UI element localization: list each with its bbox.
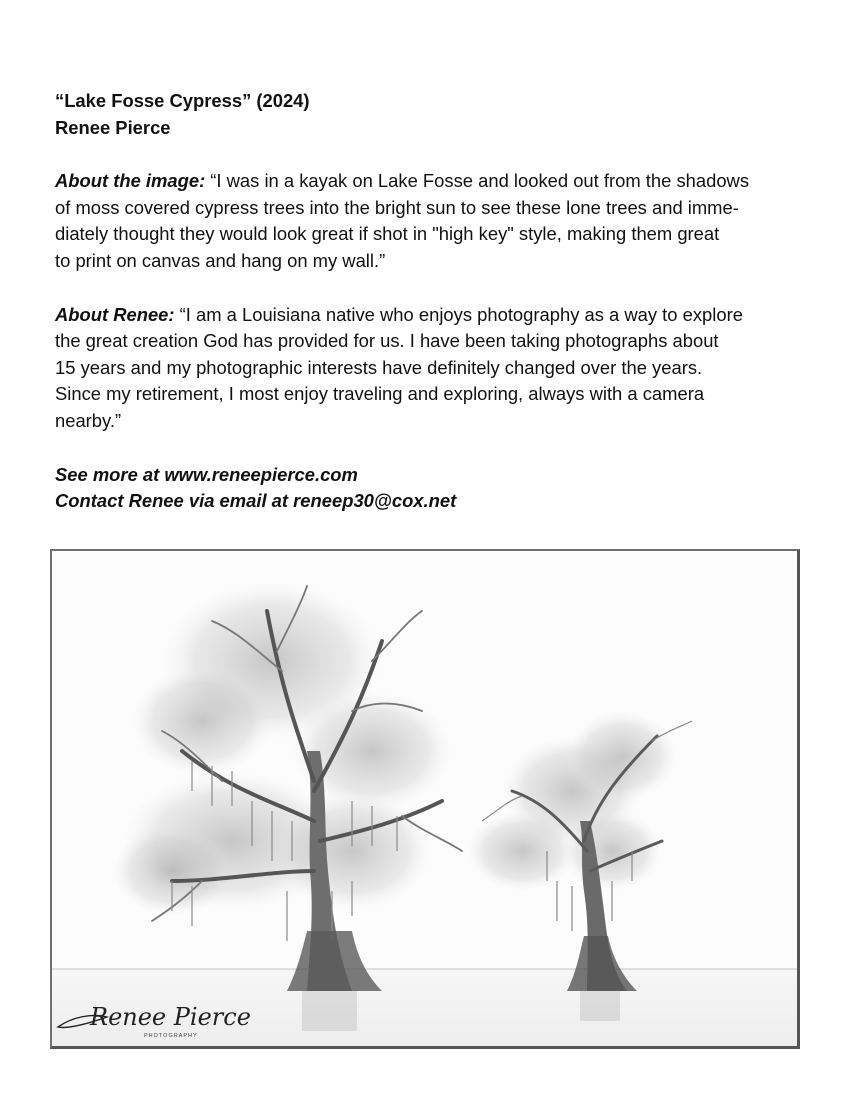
about-image-label: About the image: — [55, 170, 206, 192]
about-artist-label: About Renee: — [55, 303, 175, 325]
about-image-line: to print on canvas and hang on my wall.” — [55, 249, 386, 271]
about-artist-line: the great creation God has provided for us. I have been taking photographs about — [55, 330, 719, 352]
email-link[interactable]: Contact Renee via email at reneep30@cox.net — [55, 490, 457, 512]
artist-name: Renee Pierce — [55, 116, 171, 138]
signature-name: Renee Pierce — [90, 1003, 251, 1031]
cypress-photo — [50, 549, 800, 1049]
about-artist-line: “I am a Louisiana native who enjoys photography as a way to explore — [174, 303, 743, 325]
about-artist-line: Since my retirement, I most enjoy traveling and exploring, always with a camera — [55, 383, 705, 405]
website-link[interactable]: See more at www.reneepierce.com — [55, 463, 358, 485]
statement-text — [55, 88, 800, 515]
about-image-line: diately thought they would look great if shot in "high key" style, making them great — [55, 223, 720, 245]
signature-subtitle: PHOTOGRAPHY — [144, 1033, 198, 1039]
about-image-paragraph — [55, 168, 800, 274]
about-artist-line: 15 years and my photographic interests have definitely changed over the years. — [55, 356, 703, 378]
artwork-title: “Lake Fosse Cypress” (2024) — [55, 90, 310, 111]
about-image-line: of moss covered cypress trees into the bright sun to see these lone trees and imme- — [55, 196, 739, 218]
about-image-line: “I was in a kayak on Lake Fosse and looked out from the shadows — [205, 170, 750, 192]
about-artist-line: nearby.” — [55, 409, 122, 431]
about-artist-paragraph — [55, 302, 800, 435]
